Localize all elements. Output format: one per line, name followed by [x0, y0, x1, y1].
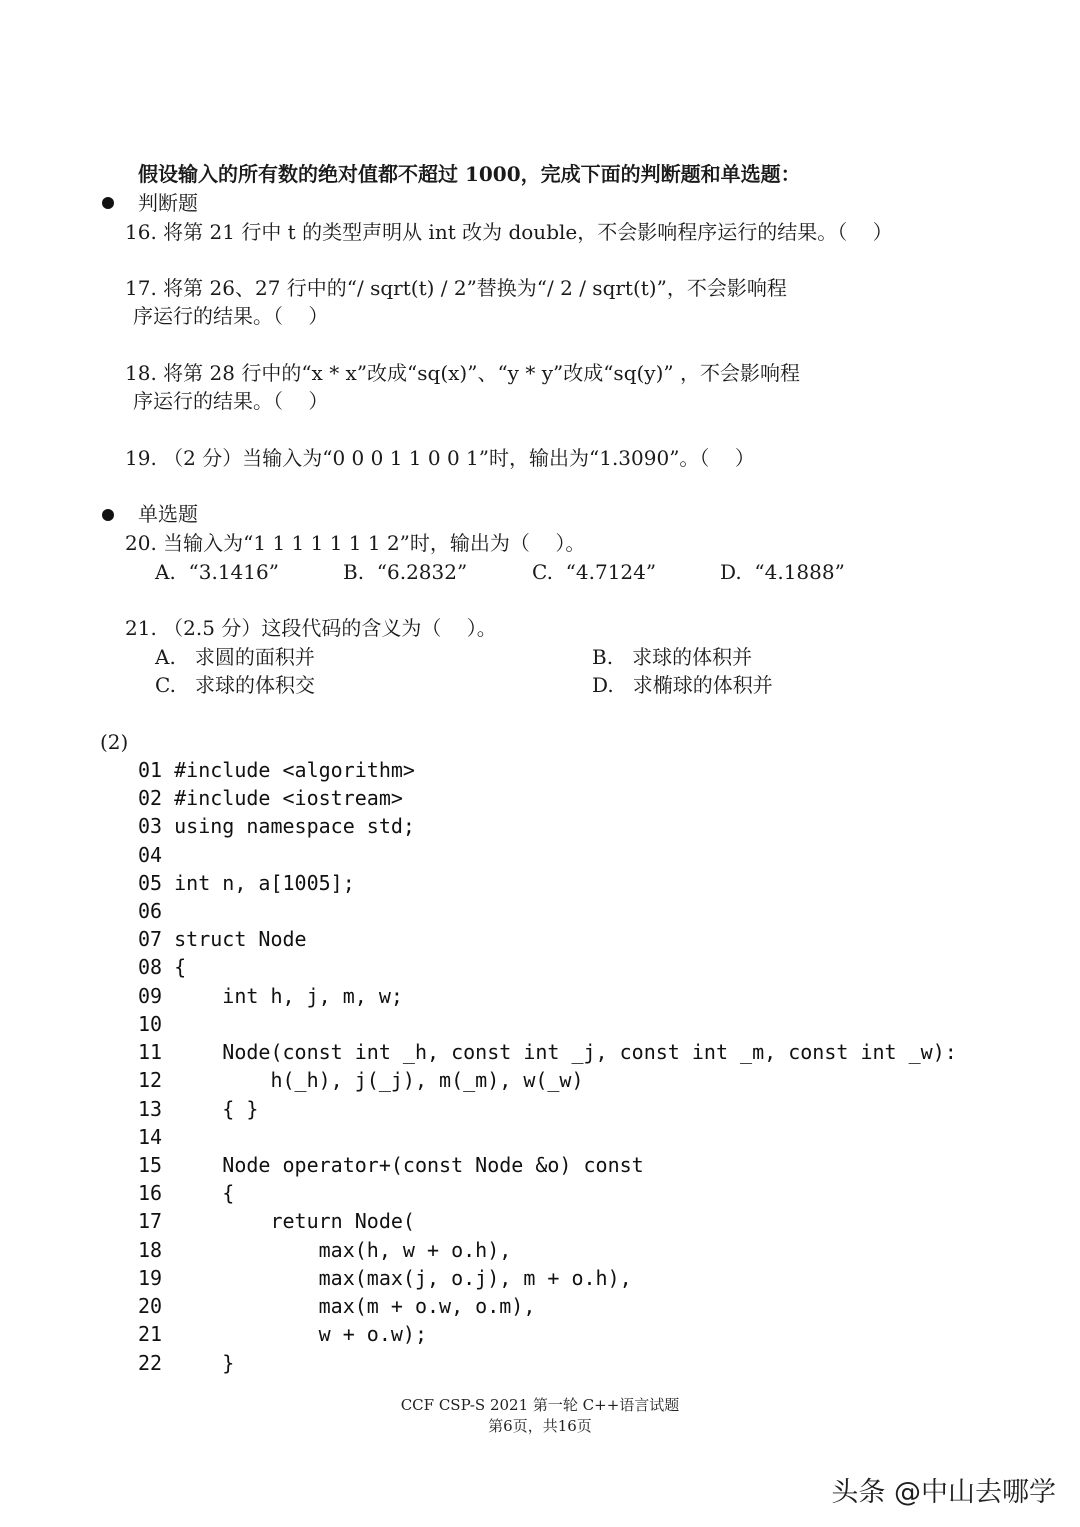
section-choice-title: 单选题 [138, 502, 198, 526]
question-18-line2: 序运行的结果。（ ） [133, 389, 329, 413]
code-line: 14 [138, 1125, 163, 1149]
q21-option-d: D. 求椭球的体积并 [592, 673, 773, 697]
question-18-line1: 18. 将第 28 行中的“x * x”改成“sq(x)”、“y * y”改成“sq(y)” ，不会影响程 [125, 361, 800, 385]
intro-text: 假设输入的所有数的绝对值都不超过 1000，完成下面的判断题和单选题： [138, 162, 801, 186]
footer-title: CCF CSP-S 2021 第一轮 C++语言试题 [400, 1396, 680, 1414]
code-line: 02 #include <iostream> [138, 786, 403, 810]
question-17-line1: 17. 将第 26、27 行中的“/ sqrt(t) / 2”替换为“/ 2 / sqrt(t)”，不会影响程 [125, 276, 787, 300]
code-line: 12 h(_h), j(_j), m(_m), w(_w) [138, 1068, 584, 1092]
code-line: 03 using namespace std; [138, 814, 415, 838]
bullet-choice [102, 509, 114, 521]
q21-option-c: C. 求球的体积交 [155, 673, 316, 697]
code-line: 17 return Node( [138, 1209, 415, 1233]
part-label: (2) [100, 730, 129, 754]
question-19: 19. （2 分）当输入为“0 0 0 1 1 0 0 1”时，输出为“1.3090”。（ ） [125, 446, 755, 470]
code-line: 06 [138, 899, 163, 923]
watermark: 头条 @中山去哪学 [831, 1477, 1056, 1508]
code-line: 01 #include <algorithm> [138, 758, 415, 782]
q21-option-a: A. 求圆的面积并 [155, 645, 315, 669]
code-line: 15 Node operator+(const Node &o) const [138, 1153, 644, 1177]
footer-page-number: 第6页，共16页 [488, 1417, 592, 1435]
q20-option-d: D. “4.1888” [720, 560, 845, 584]
code-line: 09 int h, j, m, w; [138, 984, 403, 1008]
question-20: 20. 当输入为“1 1 1 1 1 1 1 2”时，输出为（ ）。 [125, 531, 586, 555]
code-line: 21 w + o.w); [138, 1322, 427, 1346]
question-17-line2: 序运行的结果。（ ） [133, 304, 329, 328]
code-line: 08 { [138, 955, 187, 979]
q20-option-b: B. “6.2832” [343, 560, 468, 584]
code-line: 22 } [138, 1351, 235, 1375]
code-line: 19 max(max(j, o.j), m + o.h), [138, 1266, 632, 1290]
code-line: 20 max(m + o.w, o.m), [138, 1294, 536, 1318]
q20-option-a: A. “3.1416” [155, 560, 279, 584]
question-16: 16. 将第 21 行中 t 的类型声明从 int 改为 double，不会影响程序运行的结果。（ ） [125, 220, 893, 244]
code-line: 05 int n, a[1005]; [138, 871, 355, 895]
q20-option-c: C. “4.7124” [532, 560, 657, 584]
section-judge-title: 判断题 [138, 191, 198, 215]
code-line: 04 [138, 843, 163, 867]
bullet-judge [102, 197, 114, 209]
code-line: 16 { [138, 1181, 235, 1205]
code-line: 13 { } [138, 1097, 259, 1121]
code-line: 11 Node(const int _h, const int _j, const int _m, const int _w): [138, 1040, 957, 1064]
code-line: 10 [138, 1012, 163, 1036]
code-line: 07 struct Node [138, 927, 307, 951]
code-line: 18 max(h, w + o.h), [138, 1238, 512, 1262]
question-21: 21. （2.5 分）这段代码的含义为（ ）。 [125, 616, 497, 640]
q21-option-b: B. 求球的体积并 [592, 645, 753, 669]
